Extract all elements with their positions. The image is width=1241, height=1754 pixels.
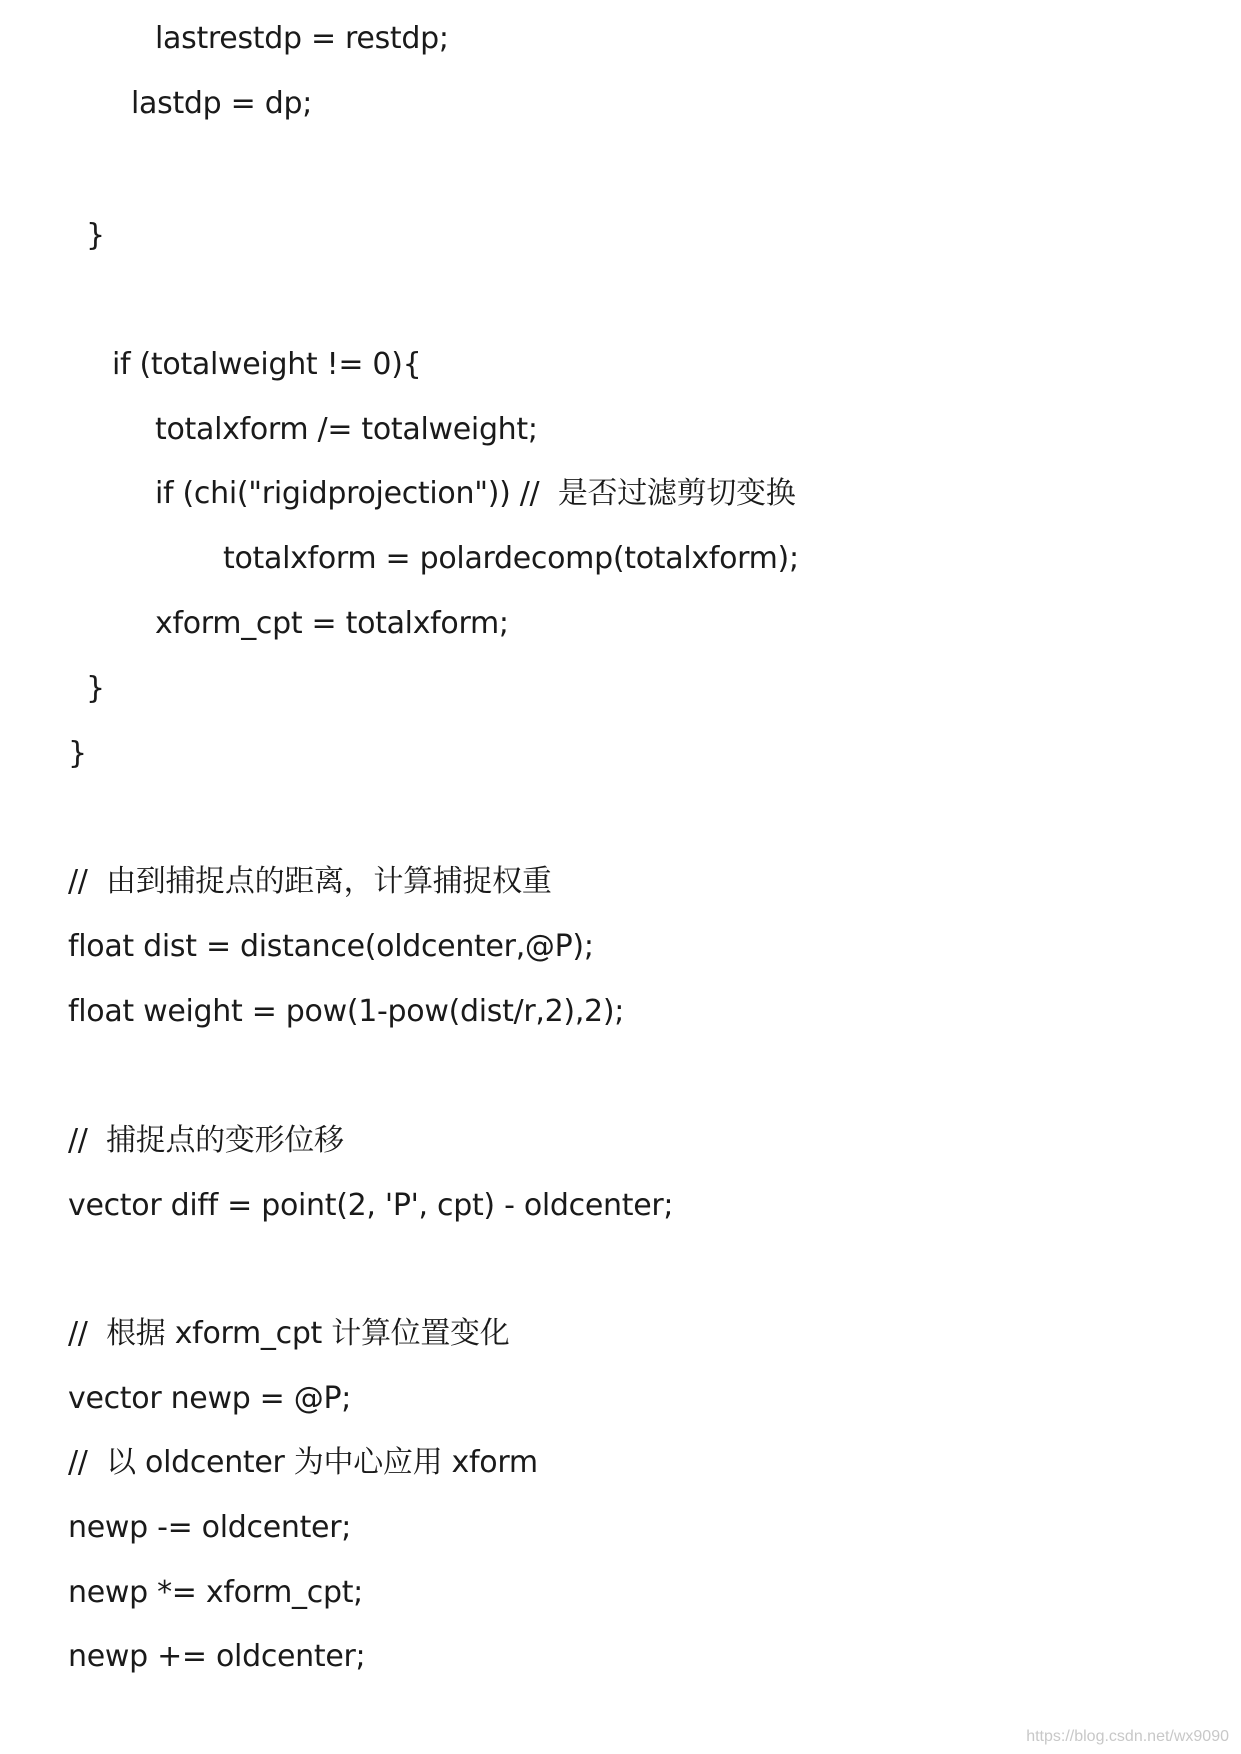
code-line: xform_cpt = totalxform;	[155, 606, 509, 641]
code-line: vector newp = @P;	[68, 1381, 352, 1416]
code-line: }	[86, 671, 105, 706]
comment-line: // 由到捕捉点的距离，计算捕捉权重	[68, 864, 552, 899]
code-line: totalxform = polardecomp(totalxform);	[223, 541, 799, 576]
code-line: }	[68, 736, 87, 771]
code-line: vector diff = point(2, 'P', cpt) - oldcenter;	[68, 1188, 674, 1223]
code-line: lastdp = dp;	[131, 86, 312, 121]
code-line: newp -= oldcenter;	[68, 1510, 352, 1545]
watermark: https://blog.csdn.net/wx9090	[1026, 1728, 1229, 1745]
code-line: float dist = distance(oldcenter,@P);	[68, 929, 594, 964]
code-line: float weight = pow(1-pow(dist/r,2),2);	[68, 994, 625, 1029]
code-line: totalxform /= totalweight;	[155, 412, 538, 447]
code-line: newp *= xform_cpt;	[68, 1575, 363, 1610]
comment-line: // 以 oldcenter 为中心应用 xform	[68, 1445, 538, 1480]
comment-line: // 捕捉点的变形位移	[68, 1123, 344, 1158]
code-line: newp += oldcenter;	[68, 1639, 366, 1674]
code-line: if (totalweight != 0){	[112, 347, 422, 382]
comment-line: // 根据 xform_cpt 计算位置变化	[68, 1316, 510, 1351]
code-line: }	[86, 218, 105, 253]
code-line: lastrestdp = restdp;	[155, 21, 449, 56]
code-line: if (chi("rigidprojection")) // 是否过滤剪切变换	[155, 476, 796, 511]
